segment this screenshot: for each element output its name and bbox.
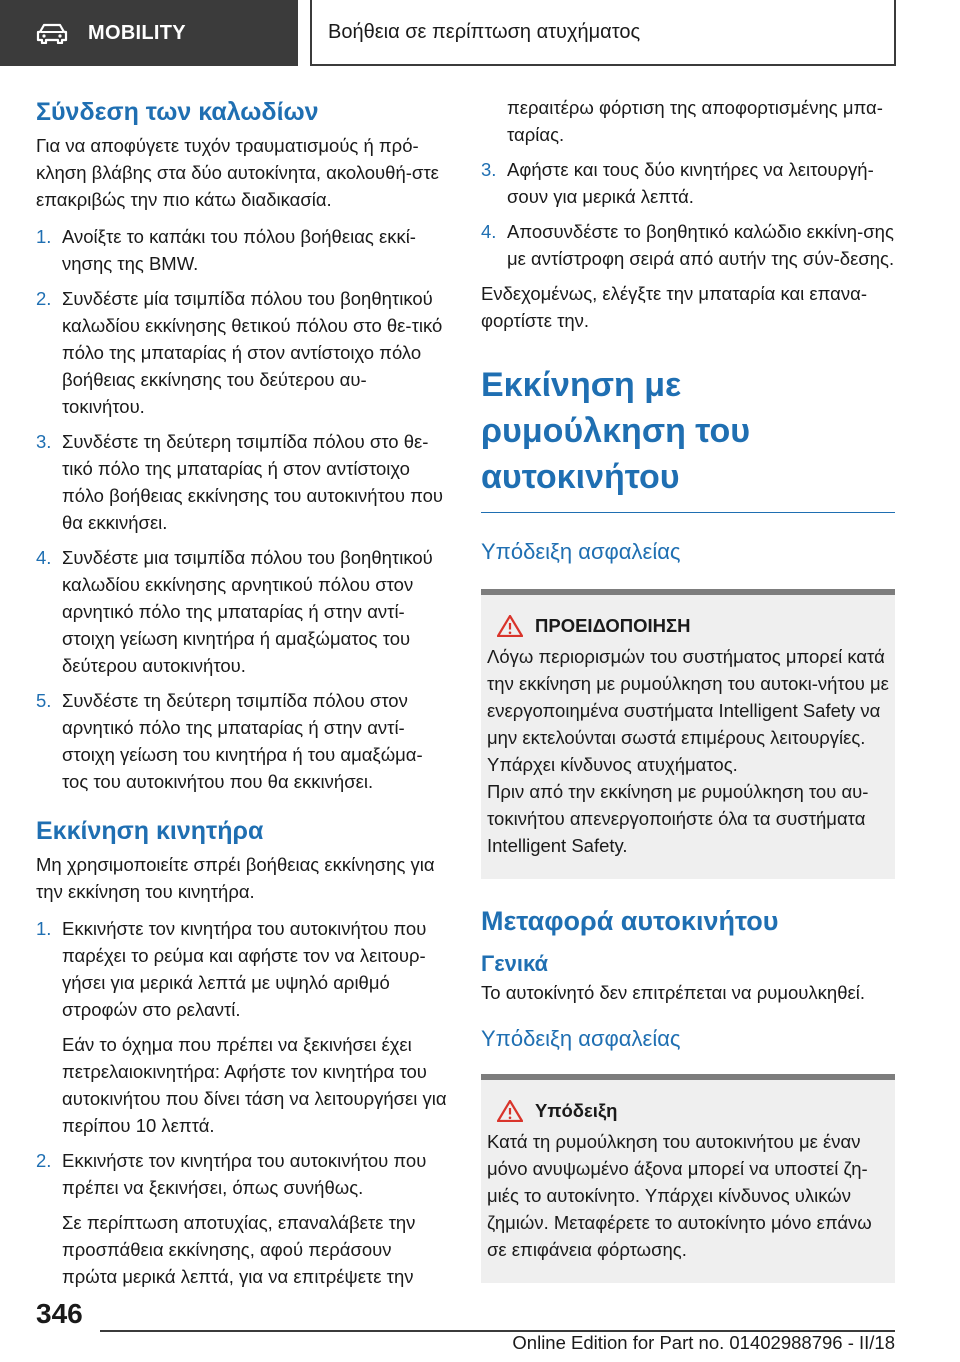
step-number: 2. xyxy=(36,1150,52,1171)
step-text: Εκκινήστε τον κινητήρα του αυτοκινήτου που πρέπει να ξεκινήσει, όπως συνήθως. xyxy=(62,1150,427,1198)
continued-text: περαιτέρω φόρτιση της αποφορτισμένης μπα-ταρίας. xyxy=(507,97,883,145)
warning-box xyxy=(481,589,895,879)
car-icon xyxy=(36,22,68,44)
heading-tow-start: Εκκίνηση με ρυμούλκηση του αυτοκινήτου xyxy=(481,366,751,496)
step-text: Συνδέστε μία τσιμπίδα πόλου του βοηθητικού καλωδίου εκκίνησης θετικού πόλου στο θε-τικό πόλο της μπαταρίας ή στον αντίστοιχο πόλο βοήθειας εκκίνησης του δεύτερου αυ-τοκινήτου. xyxy=(62,288,443,417)
cables-intro: Για να αποφύγετε τυχόν τραυματισμούς ή πρό-κληση βλάβης στα δύο αυτοκίνητα, ακολουθή-στε επακριβώς την πιο κάτω διαδικασία. xyxy=(36,135,439,210)
step-number: 3. xyxy=(481,159,497,180)
warning-title: ΠΡΟΕΙΔΟΠΟΙΗΣΗ xyxy=(535,615,691,636)
step-text: Συνδέστε τη δεύτερη τσιμπίδα πόλου στο θε-τικό πόλο της μπαταρίας ή στον αντίστοιχο πόλο βοήθειας εκκίνησης του αυτοκινήτου που θα εκκινήσει. xyxy=(62,431,444,533)
note-header xyxy=(487,1100,889,1122)
edition-note: Online Edition for Part no. 01402988796 - II/18 xyxy=(512,1332,895,1353)
engine-steps xyxy=(36,915,448,1290)
list-item xyxy=(36,428,448,536)
heading-connecting-cables: Σύνδεση των καλωδίων xyxy=(36,98,319,126)
list-item xyxy=(36,1147,448,1290)
right-steps xyxy=(481,156,895,272)
after-text: Ενδεχομένως, ελέγξτε την μπαταρία και επανα-φορτίστε την. xyxy=(481,283,867,331)
step-text: Συνδέστε μια τσιμπίδα πόλου του βοηθητικού καλωδίου εκκίνησης αρνητικού πόλου στον αρνητικό πόλο της μπαταρίας ή στην αντί-στοιχη γείωση κινητήρα ή αμαξώματος του δεύτερου αυτοκινήτου. xyxy=(62,547,433,676)
general-text: Το αυτοκίνητό δεν επιτρέπεται να ρυμουλκηθεί. xyxy=(481,982,865,1003)
list-item xyxy=(36,915,448,1139)
warning-text-1: Λόγω περιορισμών του συστήματος μπορεί κατά την εκκίνηση με ρυμούλκηση του αυτοκι-νήτου με ενεργοποιημένα συστήματα Intelligent Safety να μην εκτελούνται σωστά επιμέρους λειτουργίες. Υπάρχει κίνδυνος ατυχήματος. xyxy=(487,646,889,775)
step-number: 5. xyxy=(36,690,52,711)
step-text: Εκκινήστε τον κινητήρα του αυτοκινήτου που παρέχει το ρεύμα και αφήστε τον να λειτουρ-γήσει για μερικά λεπτά με υψηλό αριθμό στροφών στο ρελαντί. xyxy=(62,918,427,1020)
chapter-tab xyxy=(310,0,896,66)
heading-safety-note-2: Υπόδειξη ασφαλείας xyxy=(481,1026,681,1051)
heading-transport: Μεταφορά αυτοκινήτου xyxy=(481,906,779,936)
right-column xyxy=(481,94,895,1283)
step-subtext: Εάν το όχημα που πρέπει να ξεκινήσει έχει πετρελαιοκινητήρα: Αφήστε τον κινητήρα του αυτοκινήτου που δίνει τάση να λειτουργήσει για περίπου 10 λεπτά. xyxy=(62,1034,447,1136)
warning-triangle-icon xyxy=(497,1100,523,1122)
note-text: Κατά τη ρυμούλκηση του αυτοκινήτου με έναν μόνο ανυψωμένο άξονα μπορεί να υποστεί ζη-μιές το αυτοκίνητο. Υπάρχει κίνδυνος υλικών ζημιών. Μεταφέρετε το αυτοκίνητο μόνο επάνω σε επιφάνεια φόρτωσης. xyxy=(487,1131,872,1260)
list-item xyxy=(36,285,448,420)
chapter-title: Βοήθεια σε περίπτωση ατυχήματος xyxy=(328,20,641,43)
step-number: 1. xyxy=(36,226,52,247)
step-number: 2. xyxy=(36,288,52,309)
warning-header xyxy=(487,615,889,637)
list-item xyxy=(481,218,895,272)
note-title: Υπόδειξη xyxy=(535,1100,618,1121)
heading-rule xyxy=(481,512,895,513)
cables-steps xyxy=(36,223,448,795)
step-text: Συνδέστε τη δεύτερη τσιμπίδα πόλου στον αρνητικό πόλο της μπαταρίας ή στην αντί-στοιχη γείωση του κινητήρα ή του αμαξώμα-τος του αυτοκινήτου που θα εκκινήσει. xyxy=(62,690,423,792)
step-text: Αφήστε και τους δύο κινητήρες να λειτουργή-σουν για μερικά λεπτά. xyxy=(507,159,874,207)
engine-intro: Μη χρησιμοποιείτε σπρέι βοήθειας εκκίνησης για την εκκίνηση του κινητήρα. xyxy=(36,854,435,902)
step-number: 4. xyxy=(36,547,52,568)
page-number: 346 xyxy=(36,1298,83,1329)
list-item xyxy=(36,544,448,679)
heading-engine-start: Εκκίνηση κινητήρα xyxy=(36,817,264,845)
step-number: 4. xyxy=(481,221,497,242)
section-tab xyxy=(0,0,298,66)
note-box xyxy=(481,1074,895,1283)
step-subtext: Σε περίπτωση αποτυχίας, επαναλάβετε την προσπάθεια εκκίνησης, αφού περάσουν πρώτα μερικά λεπτά, για να επιτρέψετε την xyxy=(62,1212,416,1287)
page-header xyxy=(0,0,960,66)
warning-triangle-icon xyxy=(497,615,523,637)
section-title: MOBILITY xyxy=(88,21,186,44)
heading-safety-note-1: Υπόδειξη ασφαλείας xyxy=(481,539,681,564)
step-text: Αποσυνδέστε το βοηθητικό καλώδιο εκκίνη-σης με αντίστροφη σειρά από αυτήν της σύν-δεσης. xyxy=(507,221,895,269)
list-item xyxy=(36,223,448,277)
step-text: Ανοίξτε το καπάκι του πόλου βοήθειας εκκί-νησης της BMW. xyxy=(62,226,416,274)
step-number: 1. xyxy=(36,918,52,939)
warning-text-2: Πριν από την εκκίνηση με ρυμούλκηση του αυ-τοκινήτου απενεργοποιήστε όλα τα συστήματα Intelligent Safety. xyxy=(487,781,869,856)
step-number: 3. xyxy=(36,431,52,452)
left-column xyxy=(36,96,448,1298)
list-item xyxy=(36,687,448,795)
heading-general: Γενικά xyxy=(481,951,549,976)
list-item xyxy=(481,156,895,210)
